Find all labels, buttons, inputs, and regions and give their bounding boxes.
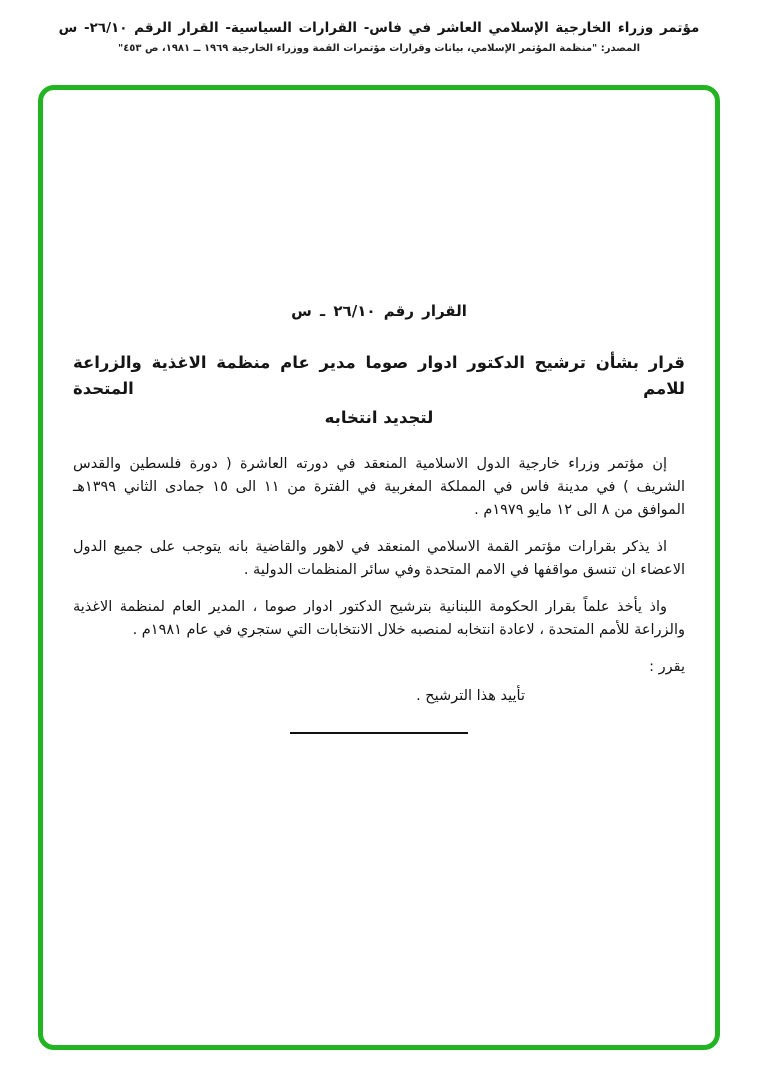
resolution-number: القرار رقم ٢٦/١٠ ـ س (291, 302, 467, 320)
page-header (0, 0, 758, 54)
document-body (43, 90, 715, 734)
decision-label: يقرر : (649, 659, 685, 675)
separator-line (290, 732, 468, 734)
header-source: المصدر: "منظمة المؤتمر الإسلامي، بيانات وقرارات مؤتمرات القمة ووزراء الخارجية ١٩٦٩ ــ ١٩٨١، ص ٤٥٣" (117, 43, 641, 54)
resolution-title-line1: قرار بشأن ترشيح الدكتور ادوار صوما مدير عام منظمة الاغذية والزراعة للامم المتحدة (73, 353, 685, 398)
paragraph-preamble: إن مؤتمر وزراء خارجية الدول الاسلامية المنعقد في دورته العاشرة ( دورة فلسطين والقدس الشريف ) في مدينة فاس في المملكة المغربية في الفترة من ١١ الى ١٥ جمادى الثاني ١٣٩٩هـ الموافق من ٨ الى ١٢ مايو ١٩٧٩م . (73, 456, 685, 518)
decision-text: تأييد هذا الترشيح . (416, 688, 525, 704)
document-frame (38, 85, 720, 1050)
header-title: مؤتمر وزراء الخارجية الإسلامي العاشر في فاس- القرارات السياسية- القرار الرقم ٢٦/١٠- س (58, 20, 700, 36)
paragraph-noting: واذ يأخذ علماً بقرار الحكومة اللبنانية بترشيح الدكتور ادوار صوما ، المدير العام لمنظمة الاغذية والزراعة للأمم المتحدة ، لاعادة انتخابه لمنصبه خلال الانتخابات التي ستجري في عام ١٩٨١م . (73, 599, 685, 638)
resolution-title-line2: لتجديد انتخابه (324, 408, 434, 427)
paragraph-recalling: اذ يذكر بقرارات مؤتمر القمة الاسلامي المنعقد في لاهور والقاضية بانه يتوجب على جميع الدول الاعضاء ان تنسق مواقفها في الامم المتحدة وفي سائر المنظمات الدولية . (73, 539, 685, 578)
